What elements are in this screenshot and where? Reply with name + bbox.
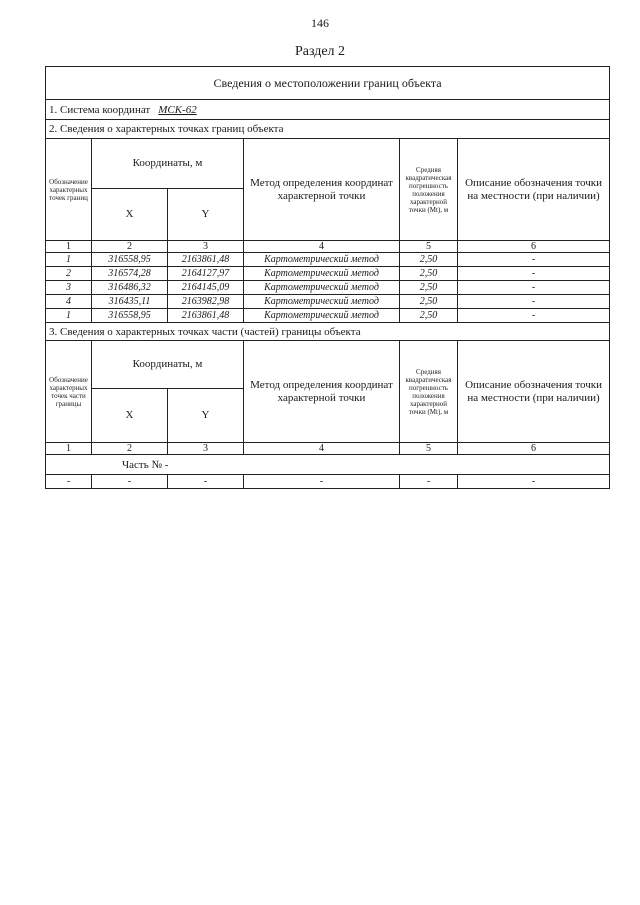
header-designation: Обозначение характерных точек границ [46, 139, 92, 241]
description-cell: - [458, 309, 610, 323]
coordinate-system-label: 1. Система координат [49, 103, 151, 116]
error-cell: 2,50 [400, 295, 458, 309]
empty-cell: - [168, 475, 244, 489]
page-number: 146 [311, 16, 329, 30]
table-row [46, 295, 610, 309]
table-row [46, 267, 610, 281]
column-number-row [46, 241, 610, 253]
y-cell: 2163861,48 [168, 309, 244, 323]
part-label: Часть № - [46, 455, 610, 475]
y-cell: 2163861,48 [168, 253, 244, 267]
point-cell: 2 [46, 267, 92, 281]
y-cell: 2164127,97 [168, 267, 244, 281]
col-number: 2 [92, 241, 168, 253]
col-number: 6 [458, 241, 610, 253]
header2-error: Средняя квадратическая погрешность положения характерной точки (Mt), м [400, 341, 458, 443]
method-cell: Картометрический метод [244, 253, 400, 267]
point-cell: 1 [46, 309, 92, 323]
header-x: X [92, 189, 168, 241]
point-cell: 4 [46, 295, 92, 309]
header-description: Описание обозначения точки на местности (при наличии) [458, 139, 610, 241]
point-cell: 1 [46, 253, 92, 267]
header-y: Y [168, 189, 244, 241]
coordinate-system-value: МСК-62 [158, 103, 197, 116]
description-cell: - [458, 281, 610, 295]
header-error: Средняя квадратическая погрешность положения характерной точки (Mt), м [400, 139, 458, 241]
column-number-row [46, 443, 610, 455]
method-cell: Картометрический метод [244, 267, 400, 281]
section-title: Раздел 2 [294, 44, 346, 59]
col-number: 3 [168, 443, 244, 455]
empty-cell: - [458, 475, 610, 489]
y-cell: 2163982,98 [168, 295, 244, 309]
x-cell: 316486,32 [92, 281, 168, 295]
error-cell: 2,50 [400, 309, 458, 323]
x-cell: 316574,28 [92, 267, 168, 281]
error-cell: 2,50 [400, 253, 458, 267]
description-cell: - [458, 267, 610, 281]
method-cell: Картометрический метод [244, 281, 400, 295]
x-cell: 316558,95 [92, 253, 168, 267]
table-row [46, 281, 610, 295]
col-number: 5 [400, 443, 458, 455]
points-heading: 2. Сведения о характерных точках границ объекта [46, 120, 610, 139]
empty-cell: - [400, 475, 458, 489]
header2-coordinates: Координаты, м [92, 341, 244, 389]
header-method: Метод определения координат характерной точки [244, 139, 400, 241]
col-number: 2 [92, 443, 168, 455]
method-cell: Картометрический метод [244, 309, 400, 323]
header2-y: Y [168, 389, 244, 443]
table-row [46, 253, 610, 267]
empty-cell: - [46, 475, 92, 489]
method-cell: Картометрический метод [244, 295, 400, 309]
col-number: 6 [458, 443, 610, 455]
header2-method: Метод определения координат характерной точки [244, 341, 400, 443]
col-number: 4 [244, 443, 400, 455]
boundary-table [45, 66, 610, 489]
table-row [46, 309, 610, 323]
point-cell: 3 [46, 281, 92, 295]
header2-description: Описание обозначения точки на местности (при наличии) [458, 341, 610, 443]
empty-cell: - [92, 475, 168, 489]
x-cell: 316558,95 [92, 309, 168, 323]
col-number: 1 [46, 241, 92, 253]
header2-x: X [92, 389, 168, 443]
error-cell: 2,50 [400, 267, 458, 281]
empty-part-row [46, 475, 610, 489]
error-cell: 2,50 [400, 281, 458, 295]
empty-cell: - [244, 475, 400, 489]
col-number: 3 [168, 241, 244, 253]
parts-heading: 3. Сведения о характерных точках части (частей) границы объекта [46, 323, 610, 341]
y-cell: 2164145,09 [168, 281, 244, 295]
x-cell: 316435,11 [92, 295, 168, 309]
header-coordinates: Координаты, м [92, 139, 244, 189]
description-cell: - [458, 295, 610, 309]
coordinate-system-row [46, 100, 610, 120]
description-cell: - [458, 253, 610, 267]
col-number: 1 [46, 443, 92, 455]
header2-designation: Обозначение характерных точек части границы [46, 341, 92, 443]
col-number: 5 [400, 241, 458, 253]
col-number: 4 [244, 241, 400, 253]
table-title: Сведения о местоположении границ объекта [46, 67, 610, 100]
